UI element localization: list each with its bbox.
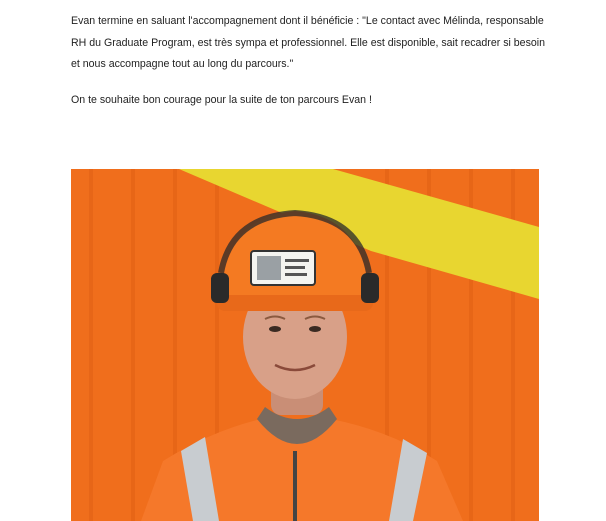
article-photo [71, 169, 539, 521]
article-paragraph: Evan termine en saluant l'accompagnement dont il bénéficie : "Le contact avec Mélinda, responsable RH du Graduate Program, est très sympa et professionnel. Elle est disponible, sait recadrer si besoin et nous accompagne tout au long du parcours." [71, 15, 546, 70]
article-paragraph: On te souhaite bon courage pour la suite de ton parcours Evan ! [71, 94, 372, 106]
